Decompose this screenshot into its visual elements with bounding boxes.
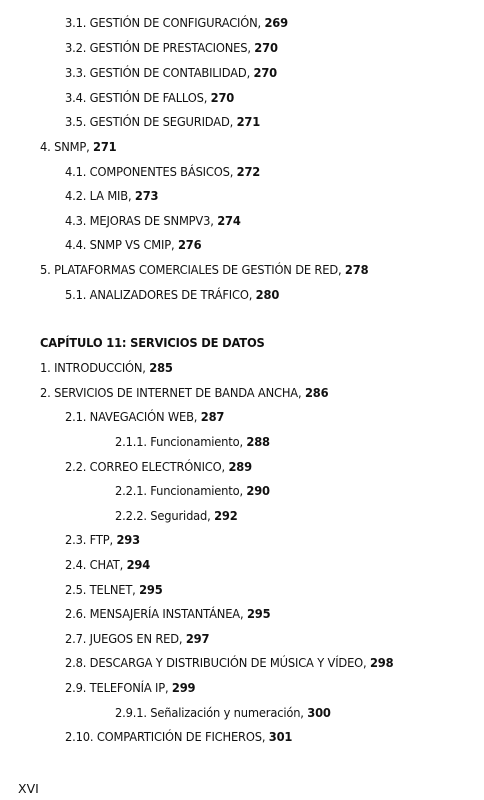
toc-entry xyxy=(65,65,277,81)
toc-entry-title: 2.4. CHAT, xyxy=(65,557,127,572)
toc-entry xyxy=(40,262,368,278)
toc-entry-page: 280 xyxy=(255,287,280,302)
toc-entry-title: 4.1. COMPONENTES BÁSICOS, xyxy=(65,164,237,179)
toc-entry-page: 270 xyxy=(254,40,278,55)
toc-entry-title: 4.4. SNMP VS CMIP, xyxy=(65,237,178,252)
toc-entry-page: 273 xyxy=(134,188,159,203)
toc-entry-title: 2. SERVICIOS DE INTERNET DE BANDA ANCHA, xyxy=(40,385,305,400)
toc-entry xyxy=(65,557,150,573)
toc-entry xyxy=(65,680,195,696)
toc-entry-page: 271 xyxy=(93,139,117,154)
toc-entry-title: 2.1.1. Funcionamiento, xyxy=(115,434,247,449)
toc-entry-title: 3.1. GESTIÓN DE CONFIGURACIÓN, xyxy=(65,15,265,30)
toc-entry-page: 278 xyxy=(344,262,369,277)
toc-entry xyxy=(65,532,140,548)
toc-entry-page: 286 xyxy=(304,385,329,400)
toc-entry-title: 3.5. GESTIÓN DE SEGURIDAD, xyxy=(65,114,237,129)
toc-entry-page: 292 xyxy=(214,508,238,523)
toc-entry xyxy=(65,90,234,106)
toc-entry xyxy=(65,631,209,647)
toc-entry xyxy=(65,729,292,745)
toc-entry-page: 297 xyxy=(185,631,210,646)
toc-entry-title: 2.9. TELEFONÍA IP, xyxy=(65,680,172,695)
toc-entry xyxy=(115,705,331,721)
toc-entry-page: 269 xyxy=(264,15,288,30)
toc-entry-page: 298 xyxy=(369,655,394,670)
toc-entry xyxy=(65,164,260,180)
toc-entry-page: 276 xyxy=(177,237,202,252)
toc-entry-title: 2.6. MENSAJERÍA INSTANTÁNEA, xyxy=(65,606,247,621)
toc-entry xyxy=(65,655,393,671)
toc-entry-page: 289 xyxy=(228,459,252,474)
toc-entry xyxy=(40,360,173,376)
toc-entry-title: 2.2. CORREO ELECTRÓNICO, xyxy=(65,459,229,474)
toc-entry xyxy=(115,508,238,524)
page-number: XVI xyxy=(18,781,39,796)
toc-entry-title: 2.2.1. Funcionamiento, xyxy=(115,483,247,498)
toc-entry-title: 1. INTRODUCCIÓN, xyxy=(40,360,150,375)
toc-entry-page: 293 xyxy=(116,532,140,547)
toc-entry-title: 2.2.2. Seguridad, xyxy=(115,508,215,523)
toc-entry xyxy=(65,213,241,229)
toc-entry-title: 5. PLATAFORMAS COMERCIALES DE GESTIÓN DE RED, xyxy=(40,262,345,277)
toc-entry-title: 4.3. MEJORAS DE SNMPV3, xyxy=(65,213,218,228)
toc-entry xyxy=(115,434,270,450)
toc-entry-title: 3.4. GESTIÓN DE FALLOS, xyxy=(65,90,211,105)
toc-entry xyxy=(40,385,328,401)
toc-entry-page: 290 xyxy=(246,483,270,498)
toc-entry-page: 301 xyxy=(268,729,293,744)
toc-entry xyxy=(65,188,158,204)
toc-entry xyxy=(65,15,288,31)
toc-entry-title: 2.10. COMPARTICIÓN DE FICHEROS, xyxy=(65,729,269,744)
toc-entry-title: 4. SNMP, xyxy=(40,139,94,154)
chapter-heading: CAPÍTULO 11: SERVICIOS DE DATOS xyxy=(40,335,265,350)
toc-entry-title: 2.9.1. Señalización y numeración, xyxy=(115,705,308,720)
toc-entry-title: 3.2. GESTIÓN DE PRESTACIONES, xyxy=(65,40,255,55)
toc-entry xyxy=(65,287,279,303)
toc-entry xyxy=(65,40,278,56)
toc-entry-page: 294 xyxy=(126,557,151,572)
toc-entry-title: 2.7. JUEGOS EN RED, xyxy=(65,631,186,646)
toc-entry-title: 4.2. LA MIB, xyxy=(65,188,135,203)
toc-entry xyxy=(65,114,260,130)
toc-entry-page: 287 xyxy=(200,409,225,424)
toc-entry-page: 274 xyxy=(217,213,241,228)
toc-entry xyxy=(65,582,163,598)
toc-entry-page: 270 xyxy=(253,65,277,80)
toc-entry xyxy=(65,606,270,622)
toc-entry-page: 295 xyxy=(246,606,271,621)
toc-entry xyxy=(65,409,224,425)
toc-entry-page: 300 xyxy=(307,705,331,720)
toc-entry-page: 271 xyxy=(236,114,261,129)
toc-entry-page: 295 xyxy=(139,582,163,597)
toc-entry-page: 299 xyxy=(171,680,196,695)
toc-entry-title: 2.1. NAVEGACIÓN WEB, xyxy=(65,409,201,424)
toc-entry-title: 5.1. ANALIZADORES DE TRÁFICO, xyxy=(65,287,256,302)
toc-entry-title: 3.3. GESTIÓN DE CONTABILIDAD, xyxy=(65,65,254,80)
toc-entry-title: 2.8. DESCARGA Y DISTRIBUCIÓN DE MÚSICA Y VÍDEO, xyxy=(65,655,370,670)
toc-entry-page: 285 xyxy=(149,360,173,375)
toc-entry-page: 270 xyxy=(210,90,235,105)
toc-entry xyxy=(65,459,252,475)
toc-entry xyxy=(115,483,270,499)
toc-entry xyxy=(65,237,201,253)
toc-entry xyxy=(40,139,117,155)
toc-entry-title: 2.5. TELNET, xyxy=(65,582,140,597)
toc-entry-title: 2.3. FTP, xyxy=(65,532,117,547)
toc-entry-page: 272 xyxy=(236,164,261,179)
toc-entry-page: 288 xyxy=(246,434,270,449)
